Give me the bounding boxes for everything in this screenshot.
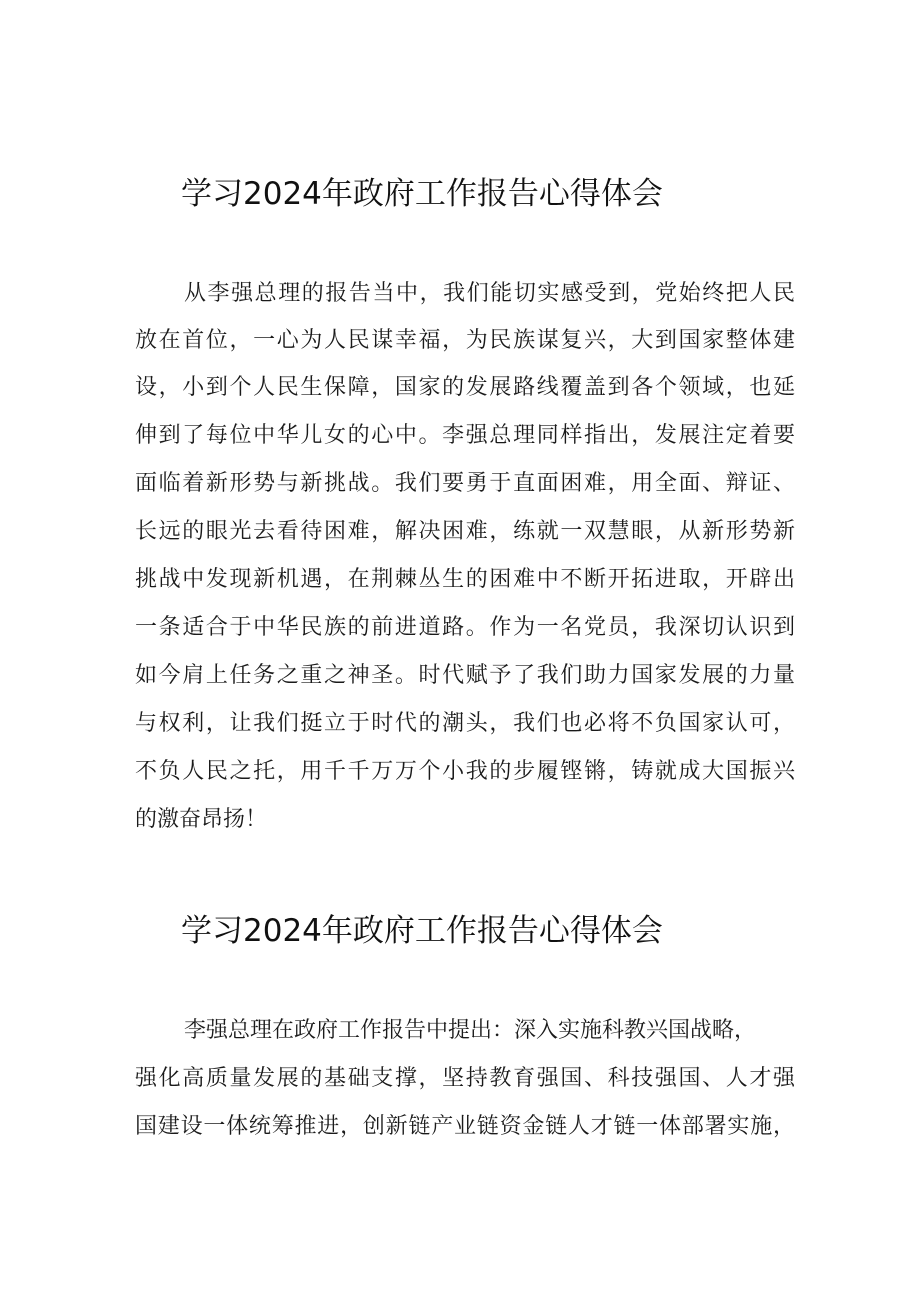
paragraph-line: 面临着新形势与新挑战。我们要勇于直面困难，用全面、辩证、 (135, 471, 795, 496)
paragraph-line: 的激奋昂扬！ (135, 807, 268, 832)
paragraph-line: 与权利，让我们挺立于时代的潮头，我们也必将不负国家认可， (135, 711, 795, 736)
paragraph-line: 李强总理在政府工作报告中提出：深入实施科教兴国战略， (184, 1018, 757, 1043)
paragraph-line: 伸到了每位中华儿女的心中。李强总理同样指出，发展注定着要 (135, 423, 795, 448)
paragraph-line: 长远的眼光去看待困难，解决困难，练就一双慧眼，从新形势新 (135, 519, 795, 544)
paragraph-line: 放在首位，一心为人民谋幸福，为民族谋复兴，大到国家整体建 (135, 328, 795, 353)
section-1-title: 学习2024年政府工作报告心得体会 (181, 176, 663, 212)
paragraph-line: 不负人民之托，用千千万万个小我的步履铿锵，铸就成大国振兴 (135, 759, 795, 784)
paragraph-line: 设，小到个人民生保障，国家的发展路线覆盖到各个领域，也延 (135, 375, 795, 400)
paragraph-line: 强化高质量发展的基础支撑，坚持教育强国、科技强国、人才强 (135, 1066, 795, 1091)
paragraph-line: 一条适合于中华民族的前进道路。作为一名党员，我深切认识到 (135, 615, 795, 640)
paragraph-line: 从李强总理的报告当中，我们能切实感受到，党始终把人民 (184, 281, 795, 306)
paragraph-line: 挑战中发现新机遇，在荆棘丛生的困难中不断开拓进取，开辟出 (135, 567, 795, 592)
paragraph-line: 如今肩上任务之重之神圣。时代赋予了我们助力国家发展的力量 (135, 663, 795, 688)
paragraph-line: 国建设一体统筹推进，创新链产业链资金链人才链一体部署实施， (135, 1114, 795, 1139)
section-2-title: 学习2024年政府工作报告心得体会 (181, 913, 663, 949)
